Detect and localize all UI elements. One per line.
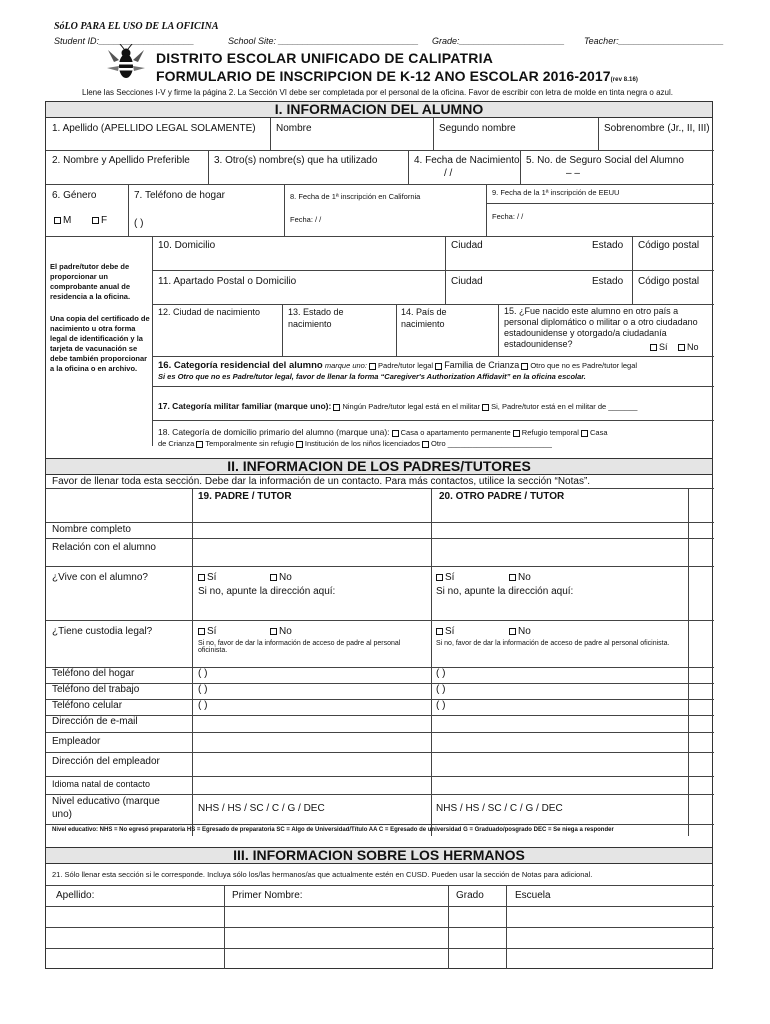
row-employer-address: Dirección del empleador: [52, 756, 160, 767]
education-legend: Nivel educativo: NHS = No egresó preparatoria HS = Egresado de preparatoria SC = Algo de Universidad/Título AA C = Egresado de universidad G = Graduado/posgrado DEC = Se niega a responder: [52, 827, 614, 833]
born-abroad-yes-checkbox[interactable]: Sí: [650, 342, 668, 352]
field-11-zip-label: Código postal: [638, 276, 700, 287]
ssn-input[interactable]: – –: [566, 168, 580, 179]
checkbox-icon[interactable]: [333, 404, 340, 411]
p2-education-options[interactable]: NHS / HS / SC / C / G / DEC: [436, 803, 563, 814]
row-lives-with: ¿Vive con el alumno?: [52, 572, 148, 583]
row-email: Dirección de e-mail: [52, 716, 138, 727]
field-6-label: 6. Género: [52, 190, 97, 201]
home-phone-input[interactable]: ( ): [134, 218, 144, 229]
checkbox-icon: [436, 574, 443, 581]
field-13-label: 13. Estado de nacimiento: [288, 307, 344, 329]
p2-custody-yes[interactable]: Sí: [436, 626, 454, 637]
section-3-header: III. INFORMACION SOBRE LOS HERMANOS: [46, 847, 712, 864]
section-2-note: Favor de llenar toda esta sección. Debe dar la información de un contacto. Para más contactos, utilice la sección “Notas”.: [52, 476, 591, 487]
teacher-field[interactable]: Teacher:_____________________: [584, 36, 724, 46]
field-12-label: 12. Ciudad de nacimiento: [158, 307, 261, 317]
row-work-phone: Teléfono del trabajo: [52, 684, 140, 695]
office-use-label: SóLO PARA EL USO DE LA OFICINA: [54, 21, 219, 32]
checkbox-icon: [678, 344, 685, 351]
checkbox-icon: [198, 574, 205, 581]
p2-work-phone[interactable]: ( ): [436, 684, 446, 695]
field-5-label: 5. No. de Seguro Social del Alumno: [526, 155, 684, 166]
checkbox-icon: [198, 628, 205, 635]
parent-1-header: 19. PADRE / TUTOR: [198, 491, 292, 502]
birthdate-input[interactable]: / /: [444, 168, 453, 179]
sibling-school-header: Escuela: [515, 890, 551, 901]
field-3-label: 3. Otro(s) nombre(s) que ha utilizado: [214, 155, 378, 166]
p1-lives-yes[interactable]: Sí: [198, 572, 216, 583]
grade-field[interactable]: Grade:_____________________: [432, 36, 565, 46]
field-1d-label: Sobrenombre (Jr., II, III): [604, 123, 710, 134]
student-id-field[interactable]: Student ID:___________________: [54, 36, 195, 46]
field-11-label: 11. Apartado Postal o Domicilio: [158, 276, 297, 287]
field-10-state-label: Estado: [592, 240, 624, 251]
checkbox-icon[interactable]: [521, 363, 528, 370]
p1-cell-phone[interactable]: ( ): [198, 700, 208, 711]
field-16-note: Si es Otro que no es Padre/tutor legal, favor de llenar la forma “Caregiver's Authorization Affidavit” en la oficina escolar.: [158, 372, 586, 381]
p2-lives-yes[interactable]: Sí: [436, 572, 454, 583]
form-title: DISTRITO ESCOLAR UNIFICADO DE CALIPATRIA: [156, 50, 493, 66]
checkbox-icon[interactable]: [196, 441, 203, 448]
field-8-label: 8. Fecha de 1ª inscripción en California: [290, 192, 421, 201]
checkbox-icon[interactable]: [422, 441, 429, 448]
p1-education-options[interactable]: NHS / HS / SC / C / G / DEC: [198, 803, 325, 814]
section-3-note: 21. Sólo llenar esta sección si le corresponde. Incluya sólo los/las hermanos/as que actualmente estén en CUSD. Pueden usar la sección de Notas para adicional.: [52, 870, 593, 879]
checkbox-icon: [509, 628, 516, 635]
born-abroad-no-checkbox[interactable]: No: [678, 342, 699, 352]
sibling-grade-header: Grado: [456, 890, 484, 901]
form-frame: [45, 101, 713, 969]
field-1b-label: Nombre: [276, 123, 312, 134]
field-15-label: 15. ¿Fue nacido este alumno en otro país a personal diplomático o militar o a otro ciudadano estadounidense y otorgado/a ciudadanía estadounidense?: [504, 306, 698, 349]
row-education: Nivel educativo (marque uno): [52, 796, 160, 820]
checkbox-icon: [54, 217, 61, 224]
p2-custody-no[interactable]: No: [509, 626, 531, 637]
section-2-header: II. INFORMACION DE LOS PADRES/TUTORES: [46, 458, 712, 475]
row-native-language: Idioma natal de contacto: [52, 779, 151, 789]
checkbox-icon[interactable]: [369, 363, 376, 370]
form-subtitle: FORMULARIO DE INSCRIPCION DE K-12 ANO ESCOLAR 2016-2017(rev 8.16): [156, 68, 638, 84]
field-9-label: 9. Fecha de la 1ª inscripción de EEUU: [492, 188, 620, 197]
checkbox-icon[interactable]: [435, 363, 442, 370]
field-1c-label: Segundo nombre: [439, 123, 516, 134]
row-employer: Empleador: [52, 736, 101, 747]
form-instructions: Llene las Secciones I-V y firme la página 2. La Sección VI debe ser completada por el personal de la oficina. Favor de escribir con letra de molde en tinta negra o azul.: [82, 88, 673, 97]
us-date-input[interactable]: Fecha: / /: [492, 212, 524, 221]
field-4-label: 4. Fecha de Nacimiento: [414, 155, 520, 166]
p2-cell-phone[interactable]: ( ): [436, 700, 446, 711]
row-relation: Relación con el alumno: [52, 542, 156, 553]
sibling-firstname-header: Primer Nombre:: [232, 890, 303, 901]
checkbox-icon: [436, 628, 443, 635]
checkbox-icon[interactable]: [482, 404, 489, 411]
section-1-header: I. INFORMACION DEL ALUMNO: [46, 101, 712, 118]
gender-m-checkbox[interactable]: M: [54, 215, 71, 226]
parent-2-header: 20. OTRO PADRE / TUTOR: [439, 491, 565, 502]
p1-custody-yes[interactable]: Sí: [198, 626, 216, 637]
field-2-label: 2. Nombre y Apellido Preferible: [52, 155, 190, 166]
field-17-label: 17. Categoría militar familiar (marque uno): Ningún Padre/tutor legal está en el militar Si, Padre/tutor está en el militar de _______: [158, 401, 638, 411]
checkbox-icon[interactable]: [392, 430, 399, 437]
field-7-label: 7. Teléfono de hogar: [134, 190, 226, 201]
sibling-lastname-header: Apellido:: [56, 890, 95, 901]
checkbox-icon[interactable]: [513, 430, 520, 437]
field-10-label: 10. Domicilio: [158, 240, 216, 251]
p2-lives-no[interactable]: No: [509, 572, 531, 583]
field-10-zip-label: Código postal: [638, 240, 700, 251]
p1-custody-no[interactable]: No: [270, 626, 292, 637]
field-14-label: 14. País de nacimiento: [401, 307, 447, 329]
field-18-options: de Crianza Temporalmente sin refugio Institución de los niños licenciados Otro _________________________: [158, 439, 552, 448]
checkbox-icon: [270, 574, 277, 581]
p2-home-phone[interactable]: ( ): [436, 668, 446, 679]
field-1-label: 1. Apellido (APELLIDO LEGAL SOLAMENTE): [52, 123, 256, 134]
checkbox-icon: [92, 217, 99, 224]
ca-date-input[interactable]: Fecha: / /: [290, 215, 322, 224]
checkbox-icon: [650, 344, 657, 351]
gender-f-checkbox[interactable]: F: [92, 215, 107, 226]
p1-lives-no[interactable]: No: [270, 572, 292, 583]
p1-custody-note: Si no, favor de dar la información de acceso de padre al personal oficinista.: [198, 640, 401, 654]
field-11-state-label: Estado: [592, 276, 624, 287]
checkbox-icon: [270, 628, 277, 635]
p2-custody-note: Si no, favor de dar la información de acceso de padre al personal oficinista.: [436, 640, 670, 647]
checkbox-icon[interactable]: [296, 441, 303, 448]
checkbox-icon: [509, 574, 516, 581]
row-full-name: Nombre completo: [52, 524, 131, 535]
row-home-phone: Teléfono del hogar: [52, 668, 135, 679]
p1-address-note: Si no, apunte la dirección aquí:: [198, 586, 336, 597]
p1-work-phone[interactable]: ( ): [198, 684, 208, 695]
row-cell-phone: Teléfono celular: [52, 700, 123, 711]
row-custody: ¿Tiene custodia legal?: [52, 626, 153, 637]
checkbox-icon[interactable]: [581, 430, 588, 437]
p2-address-note: Si no, apunte la dirección aquí:: [436, 586, 574, 597]
field-11-city-label: Ciudad: [451, 276, 483, 287]
school-site-field[interactable]: School Site: ____________________________: [228, 36, 419, 46]
field-16-label: 16. Categoría residencial del alumno marque uno: Padre/tutor legal Familia de Crianza Otro que no es Padre/tutor legal: [158, 360, 638, 371]
residency-note: El padre/tutor debe de proporcionar un comprobante anual de residencia a la oficina. Una copia del certificado de nacimiento u otra forma legal de identificación y la tarjeta de vacunación se debe también proporcionar a la oficina o en archivo.: [50, 262, 150, 373]
bee-logo-icon: [106, 44, 146, 84]
field-10-city-label: Ciudad: [451, 240, 483, 251]
field-18-label: 18. Categoría de domicilio primario del alumno (marque una): Casa o apartamento permanente Refugio temporal Casa: [158, 427, 608, 437]
p1-home-phone[interactable]: ( ): [198, 668, 208, 679]
